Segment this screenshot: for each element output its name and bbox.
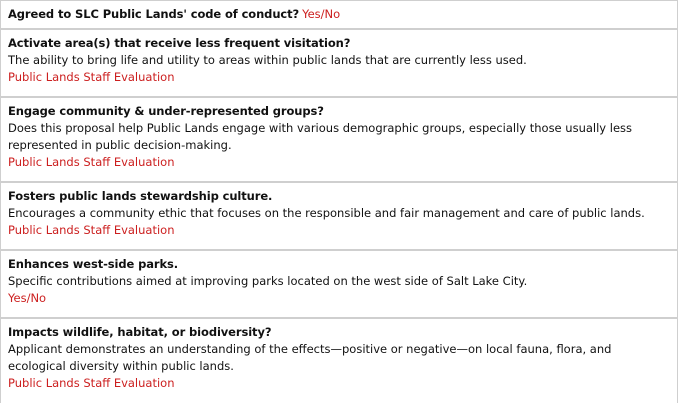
criteria-row-activate-areas <box>1 30 677 98</box>
criteria-title: Enhances west-side parks. <box>8 257 179 271</box>
criteria-row-code-of-conduct <box>1 0 677 30</box>
criteria-title: Impacts wildlife, habitat, or biodiversity? <box>8 325 272 339</box>
criteria-evaluation: Public Lands Staff Evaluation <box>8 223 175 237</box>
criteria-evaluation: Yes/No <box>8 291 47 305</box>
criteria-title: Engage community & under-represented groups? <box>8 104 324 118</box>
criteria-description: Encourages a community ethic that focuses on the responsible and fair management and care of public lands. <box>8 206 645 220</box>
criteria-row-wildlife-biodiversity <box>1 319 677 403</box>
criteria-title: Fosters public lands stewardship culture. <box>8 189 273 203</box>
criteria-title: Agreed to SLC Public Lands' code of conduct? <box>8 7 300 21</box>
criteria-evaluation: Public Lands Staff Evaluation <box>8 376 175 390</box>
criteria-title: Activate area(s) that receive less frequent visitation? <box>8 36 351 50</box>
criteria-description: The ability to bring life and utility to areas within public lands that are currently less used. <box>8 53 527 67</box>
criteria-description: Does this proposal help Public Lands engage with various demographic groups, especially those usually less represented in public decision-making. <box>8 121 633 152</box>
criteria-evaluation: Public Lands Staff Evaluation <box>8 155 175 169</box>
criteria-evaluation: Public Lands Staff Evaluation <box>8 70 175 84</box>
criteria-description: Applicant demonstrates an understanding of the effects—positive or negative—on local fauna, flora, and ecological diversity within public lands. <box>8 342 612 373</box>
criteria-row-engage-community <box>1 98 677 183</box>
criteria-row-west-side-parks <box>1 251 677 319</box>
criteria-evaluation: Yes/No <box>302 7 341 21</box>
criteria-row-stewardship-culture <box>1 183 677 251</box>
criteria-description: Specific contributions aimed at improving parks located on the west side of Salt Lake City. <box>8 274 528 288</box>
